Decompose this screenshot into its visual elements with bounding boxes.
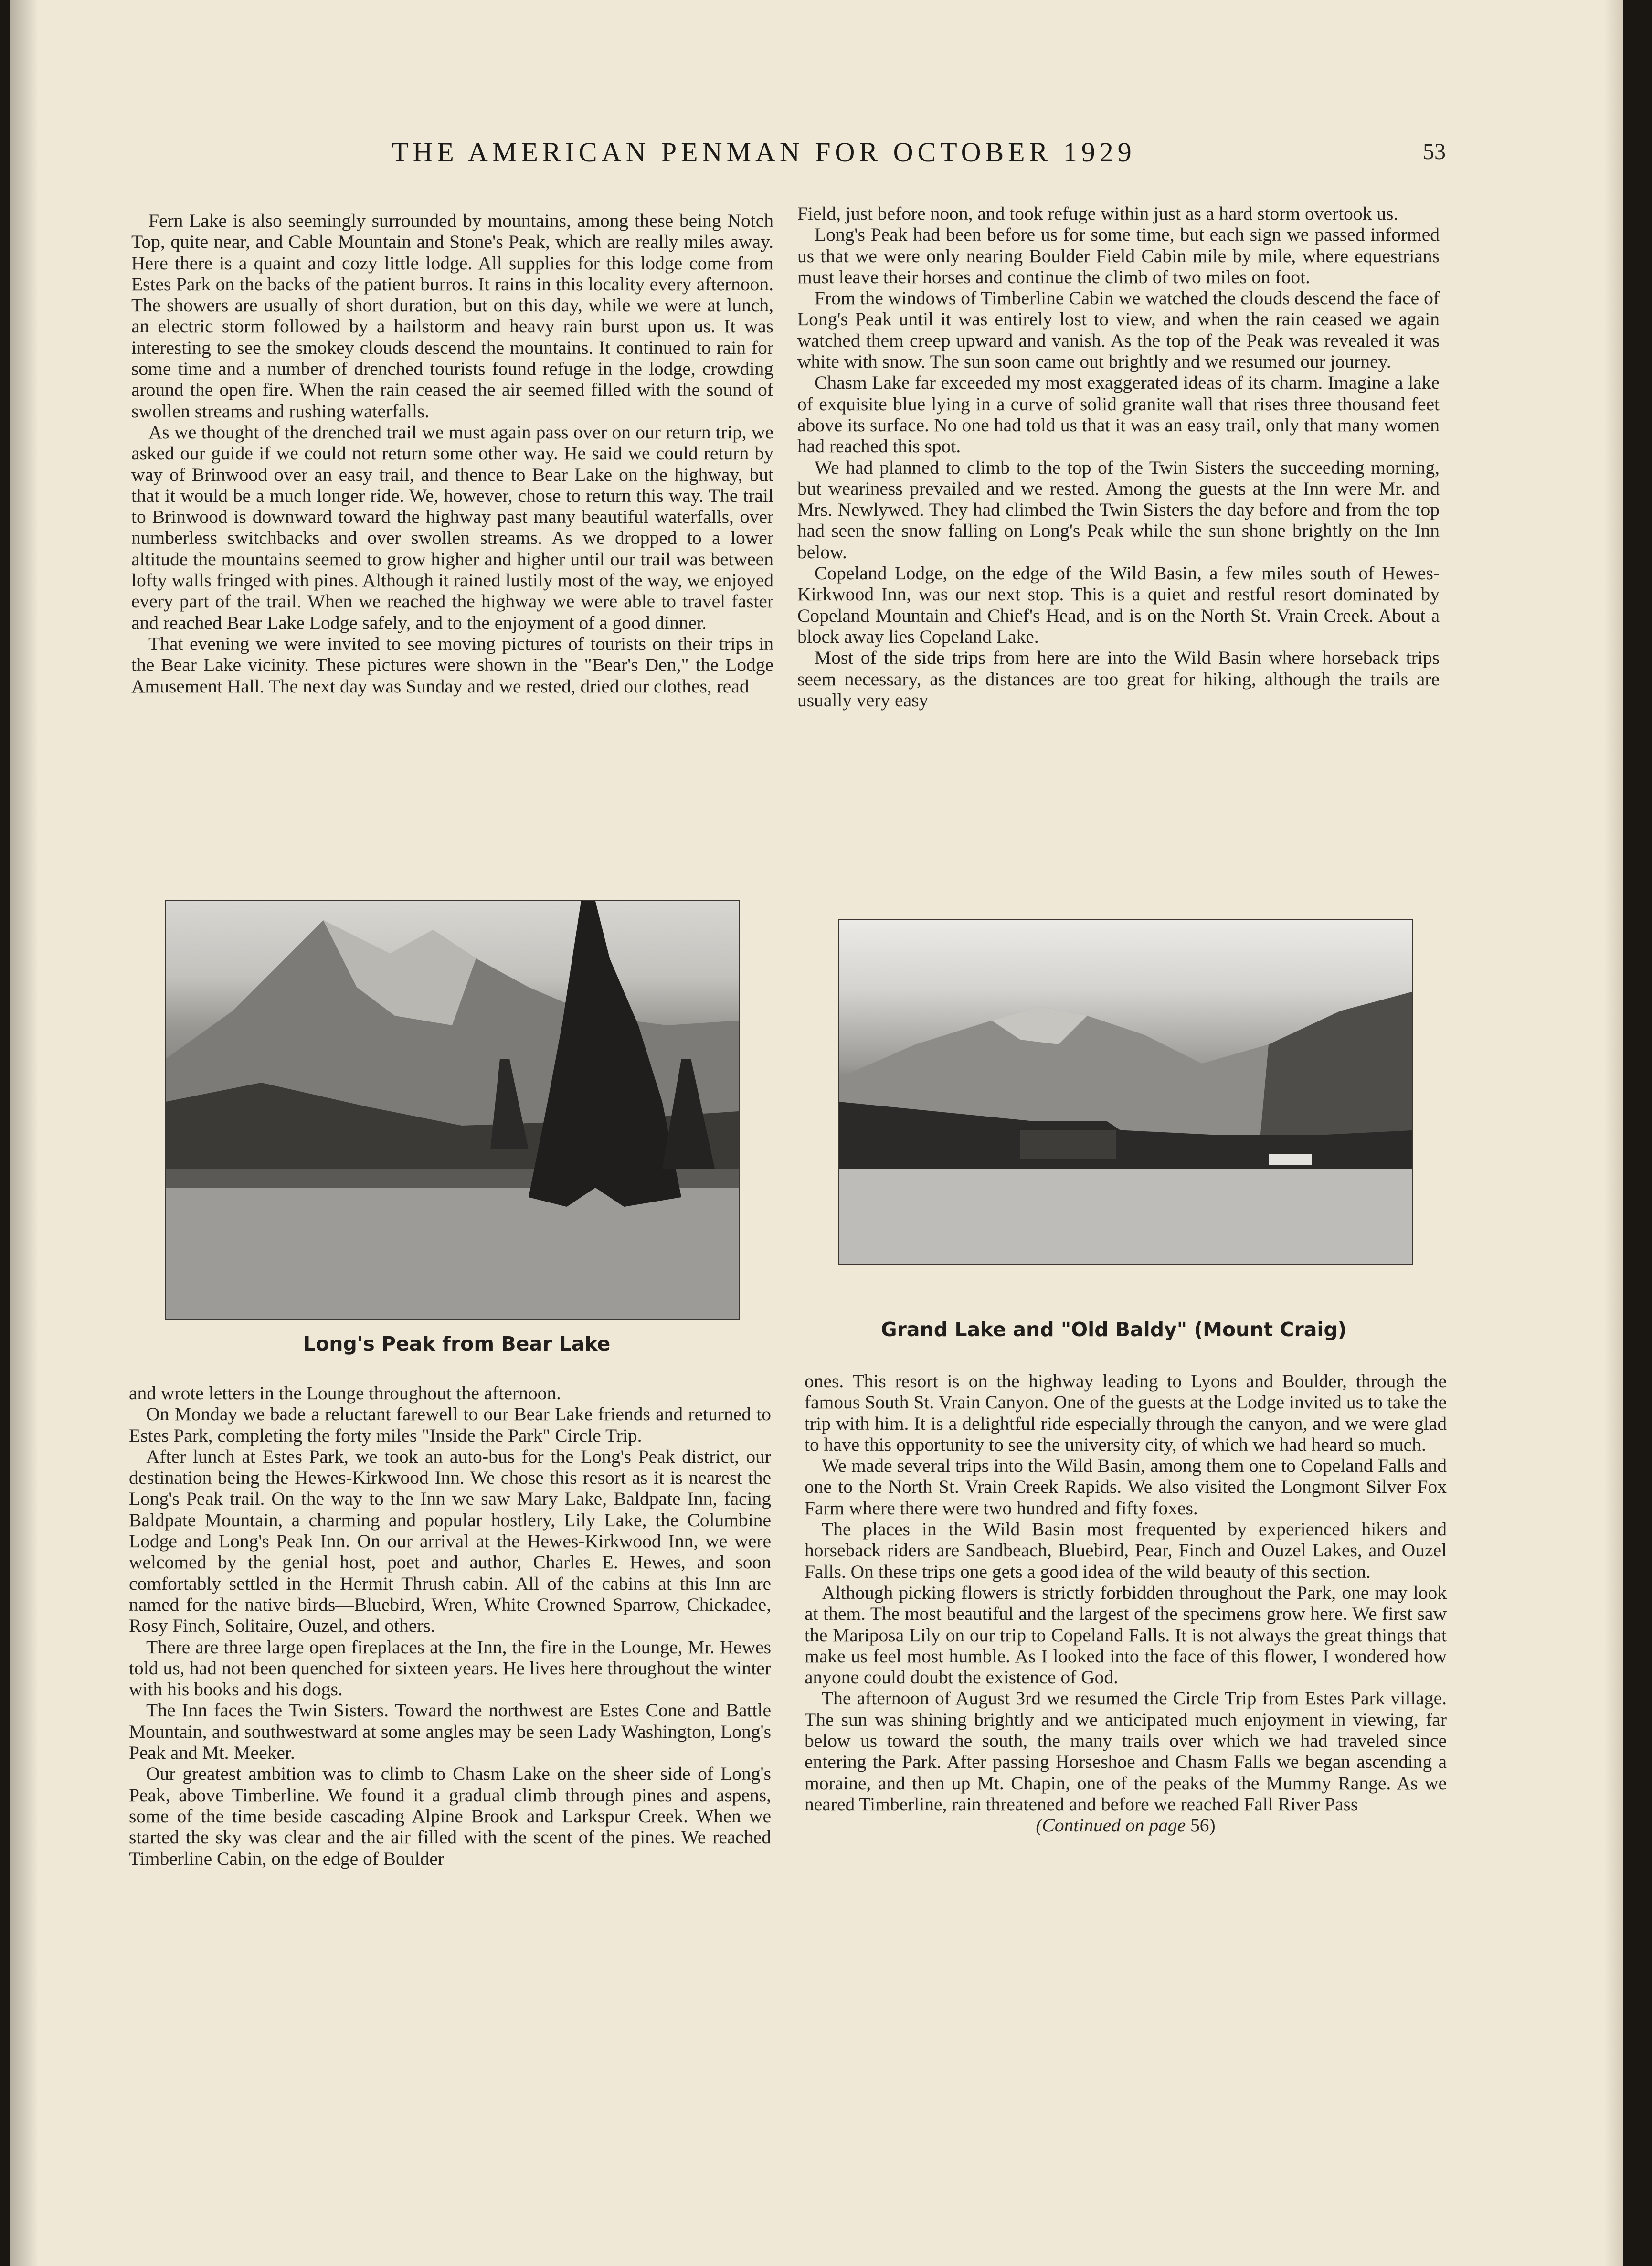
page-edge — [1604, 0, 1623, 2266]
paragraph: We had planned to climb to the top of the Twin Sisters the succeeding morning, but weariness prevailed and we rested. Among the guests at the Inn were Mr. and Mrs. Newlywed. They had climbed the Twin Sisters the day before and from the top had seen the snow falling on Long's Peak while the sun shone brightly on the Inn below. — [797, 457, 1440, 563]
paragraph: Fern Lake is also seemingly surrounded by mountains, among these being Notch Top, quite near, and Cable Mountain and Stone's Peak, which are really miles away. Here there is a quaint and cozy little lodge. All supplies for this lodge come from Estes Park on the backs of the patient burros. It rains in this locality every afternoon. The showers are usually of short duration, but on this day, while we were at lunch, an electric storm followed by a hailstorm and heavy rain burst upon us. It was interesting to see the smokey clouds descend the mountains. It continued to rain for some time and a number of drenched tourists found refuge in the lodge, crowding around the open fire. When the rain ceased the air seemed filled with the sound of swollen streams and rushing waterfalls. — [131, 210, 773, 422]
paragraph: The places in the Wild Basin most frequented by experienced hikers and horseback riders are Sandbeach, Bluebird, Pear, Finch and Ouzel Lakes, and Ouzel Falls. On these trips one gets a good idea of the wild beauty of this section. — [805, 1519, 1447, 1582]
text-column-top-right — [797, 203, 1440, 711]
continued-open: (Continued on — [1036, 1815, 1149, 1836]
paragraph: The afternoon of August 3rd we resumed the Circle Trip from Estes Park village. The sun was shining brightly and we anticipated much enjoyment in viewing, far below us toward the south, the many trails over which we had traveled since entering the Park. After passing Horseshoe and Chasm Falls we began ascending a moraine, and then up Mt. Chapin, one of the peaks of the Mummy Range. As we neared Timberline, rain threatened and before we reached Fall River Pass — [805, 1688, 1447, 1815]
text-column-top-left — [131, 210, 773, 697]
paragraph: The Inn faces the Twin Sisters. Toward the northwest are Estes Cone and Battle Mountain, and southwestward at some angles may be seen Lady Washington, Long's Peak and Mt. Meeker. — [129, 1700, 771, 1764]
paragraph: Chasm Lake far exceeded my most exaggerated ideas of its charm. Imagine a lake of exquisite blue lying in a curve of solid granite wall that rises three thousand feet above its surface. No one had told us that it was an easy trail, only that many women had reached this spot. — [797, 372, 1440, 457]
text-column-bottom-left — [129, 1383, 771, 1869]
text-column-bottom-right — [805, 1371, 1447, 1836]
photo-caption-right: Grand Lake and "Old Baldy" (Mount Craig) — [881, 1318, 1347, 1341]
binding-shadow — [10, 0, 38, 2266]
paragraph: ones. This resort is on the highway leading to Lyons and Boulder, through the famous South St. Vrain Canyon. One of the guests at the Lodge invited us to take the trip with him. It is a delightful ride especially through the canyon, and we were glad to have this opportunity to see the university city, of which we had heard so much. — [805, 1371, 1447, 1455]
paragraph: Long's Peak had been before us for some time, but each sign we passed informed us that we were only nearing Boulder Field Cabin mile by mile, where equestrians must leave their horses and continue the climb of two miles on foot. — [797, 224, 1440, 287]
grand-lake-photo — [839, 920, 1412, 1264]
paragraph: and wrote letters in the Lounge throughout the afternoon. — [129, 1383, 561, 1404]
photo-caption-left: Long's Peak from Bear Lake — [303, 1332, 611, 1355]
photo-grand-lake — [838, 919, 1413, 1265]
paragraph: From the windows of Timberline Cabin we watched the clouds descend the face of Long's Peak until it was entirely lost to view, and when the rain ceased we again watched them creep upward and vanish. As the top of the Peak was revealed it was white with snow. The sun soon came out brightly and we resumed our journey. — [797, 287, 1440, 372]
continued-note — [805, 1815, 1447, 1836]
paragraph: Most of the side trips from here are into the Wild Basin where horseback trips seem necessary, as the distances are too great for hiking, although the trails are usually very easy — [797, 647, 1440, 711]
paragraph: That evening we were invited to see moving pictures of tourists on their trips in the Bear Lake vicinity. These pictures were shown in the "Bear's Den," the Lodge Amusement Hall. The next day was Sunday and we rested, dried our clothes, read — [131, 633, 773, 697]
paragraph: On Monday we bade a reluctant farewell to our Bear Lake friends and returned to Estes Park, completing the forty miles "Inside the Park" Circle Trip. — [129, 1404, 771, 1446]
paragraph: Although picking flowers is strictly forbidden throughout the Park, one may look at them. The most beautiful and the largest of the specimens grow here. We first saw the Mariposa Lily on our trip to Copeland Falls. It is not always the great things that make us feel most humble. As I looked into the face of this flower, I wondered how anyone could doubt the existence of God. — [805, 1582, 1447, 1688]
paragraph: We made several trips into the Wild Basin, among them one to Copeland Falls and one to the North St. Vrain Creek Rapids. We also visited the Longmont Silver Fox Farm where there were two hundred and fifty foxes. — [805, 1455, 1447, 1519]
paragraph: There are three large open fireplaces at the Inn, the fire in the Lounge, Mr. Hewes told us, had not been quenched for sixteen years. He lives here throughout the winter with his books and his dogs. — [129, 1636, 771, 1700]
photo-longs-peak — [165, 900, 740, 1320]
paragraph: Copeland Lodge, on the edge of the Wild Basin, a few miles south of Hewes-Kirkwood Inn, was our next stop. This is a quiet and restful resort dominated by Copeland Mountain and Chief's Head, and is on the North St. Vrain Creek. About a block away lies Copeland Lake. — [797, 563, 1440, 647]
continued-page-word: page — [1149, 1815, 1186, 1836]
paragraph: After lunch at Estes Park, we took an auto-bus for the Long's Peak district, our destination being the Hewes-Kirkwood Inn. We chose this resort as it is nearest the Long's Peak trail. On the way to the Inn we saw Mary Lake, Baldpate Inn, facing Baldpate Mountain, a charming and popular hostlery, Lily Lake, the Columbine Lodge and Long's Peak Inn. On our arrival at the Hewes-Kirkwood Inn, we were welcomed by the genial host, poet and author, Charles E. Hewes, and soon comfortably settled in the Hermit Thrush cabin. All of the cabins at this Inn are named for the native birds—Bluebird, Wren, White Crowned Sparrow, Chickadee, Rosy Finch, Solitaire, Ouzel, and others. — [129, 1446, 771, 1637]
paragraph: As we thought of the drenched trail we must again pass over on our return trip, we asked our guide if we could not return some other way. He said we could return by way of Brinwood over an easy trail, and thence to Bear Lake on the highway, but that it would be a much longer ride. We, however, chose to return this way. The trail to Brinwood is downward toward the highway past many beautiful waterfalls, over numberless switchbacks and over swollen streams. As we dropped to a lower altitude the mountains seemed to grow higher and higher until our trail was between lofty walls fringed with pines. Although it rained lustily most of the way, we enjoyed every part of the trail. When we reached the highway we were able to travel faster and reached Bear Lake Lodge safely, and to the enjoyment of a good dinner. — [131, 421, 773, 633]
paragraph: Our greatest ambition was to climb to Chasm Lake on the sheer side of Long's Peak, above Timberline. We found it a gradual climb through pines and aspens, some of the time beside cascading Alpine Brook and Larkspur Creek. When we started the sky was clear and the air filled with the scent of the pines. We reached Timberline Cabin, on the edge of Boulder — [129, 1763, 771, 1869]
running-header: THE AMERICAN PENMAN FOR OCTOBER 1929 — [392, 137, 1136, 168]
continued-number: 56) — [1186, 1815, 1216, 1836]
page-number: 53 — [1423, 139, 1446, 164]
magazine-page — [10, 0, 1623, 2266]
mountain-lake-photo — [166, 901, 739, 1319]
paragraph: Field, just before noon, and took refuge within just as a hard storm overtook us. — [797, 203, 1398, 224]
